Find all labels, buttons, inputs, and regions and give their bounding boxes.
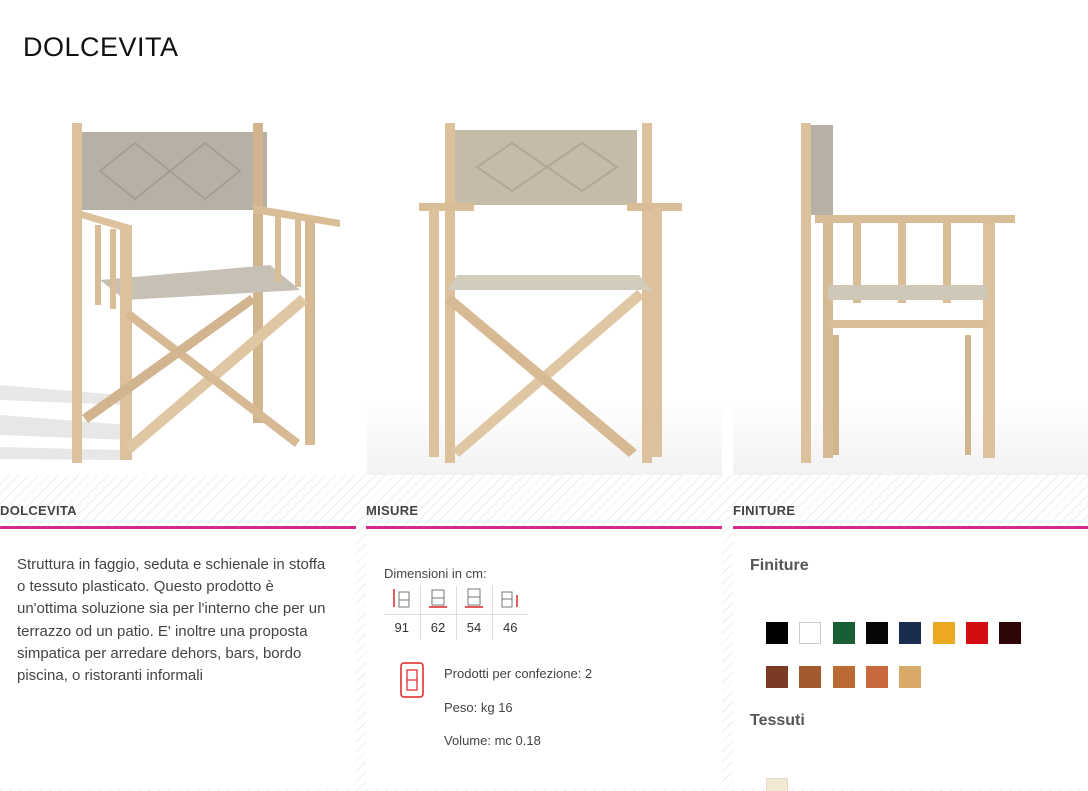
- measures-heading: MISURE: [366, 503, 722, 529]
- finish-swatch[interactable]: [899, 622, 921, 644]
- chair-side-photo: [733, 95, 1088, 475]
- chair-three-quarter-photo: [0, 95, 360, 475]
- fabrics-title: Tessuti: [750, 712, 805, 729]
- height-value: 91: [384, 614, 420, 640]
- finish-swatch[interactable]: [966, 622, 988, 644]
- package-icon: [400, 662, 424, 698]
- finish-swatch[interactable]: [799, 622, 821, 644]
- finish-swatch[interactable]: [899, 666, 921, 688]
- seat-height-icon: [499, 587, 521, 609]
- finish-swatch[interactable]: [933, 622, 955, 644]
- finish-swatch[interactable]: [799, 666, 821, 688]
- finish-swatch[interactable]: [866, 622, 888, 644]
- finish-swatch[interactable]: [866, 666, 888, 688]
- depth-icon: [427, 587, 449, 609]
- height-icon: [391, 587, 413, 609]
- product-description: Struttura in faggio, seduta e schienale in stoffa o tessuto plasticato. Questo prodotto è un'ottima soluzione sia per l'interno che per un terrazzo od un patio. E' inoltre una proposta simpatica per arredare dehors, bars, bordo piscina, o ristoranti informali: [17, 556, 326, 685]
- dimensions-table: [384, 586, 528, 640]
- width-value: 54: [456, 614, 492, 640]
- measures-column: [366, 503, 722, 789]
- finishes-heading: FINITURE: [733, 503, 1088, 529]
- product-photos: [0, 95, 1088, 475]
- finish-swatch[interactable]: [833, 622, 855, 644]
- finish-swatch[interactable]: [766, 666, 788, 688]
- description-heading: DOLCEVITA: [0, 503, 356, 529]
- width-icon: [463, 587, 485, 609]
- description-column: [0, 503, 356, 789]
- finishes-column: [733, 503, 1088, 789]
- finish-swatch[interactable]: [766, 622, 788, 644]
- fabric-swatch[interactable]: [766, 778, 788, 791]
- per-pack-text: Prodotti per confezione: 2: [444, 666, 593, 681]
- depth-value: 62: [420, 614, 456, 640]
- finish-swatch[interactable]: [833, 666, 855, 688]
- seat-height-value: 46: [503, 619, 518, 635]
- finish-swatch[interactable]: [999, 622, 1021, 644]
- finishes-title: Finiture: [750, 557, 809, 574]
- chair-front-photo: [367, 95, 722, 475]
- page-title: DOLCEVITA: [23, 32, 179, 62]
- volume-text: Volume: mc 0.18: [444, 733, 541, 748]
- dimensions-label: Dimensioni in cm:: [384, 566, 487, 581]
- weight-text: Peso: kg 16: [444, 700, 513, 715]
